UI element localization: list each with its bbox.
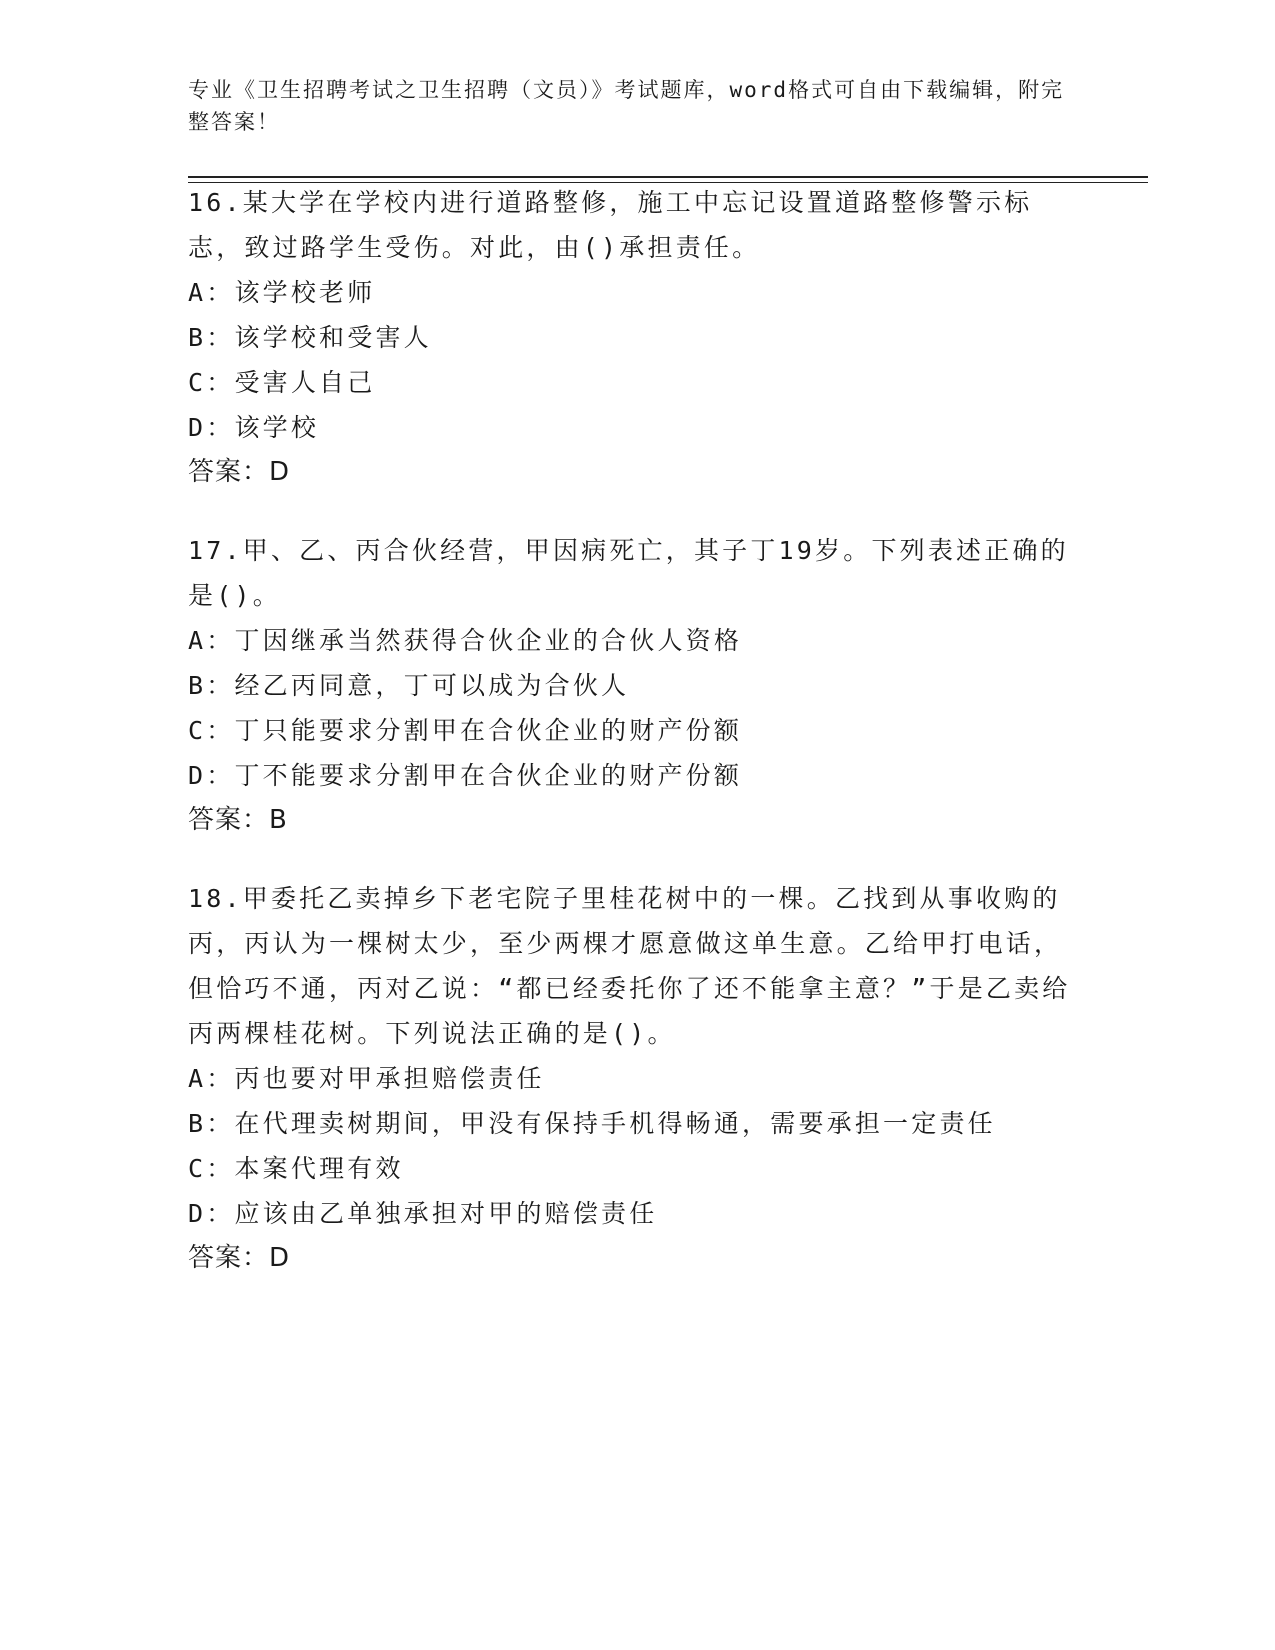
option-c: C：受害人自己 [188,368,376,397]
question-stem: 17.甲、乙、丙合伙经营，甲因病死亡，其子丁19岁。下列表述正确的是()。 [188,536,1069,610]
question-18 [188,876,1088,1281]
header-divider-thick [188,176,1148,178]
question-16 [188,180,1088,495]
option-b: B：经乙丙同意，丁可以成为合伙人 [188,671,630,700]
option-a: A：该学校老师 [188,278,376,307]
option-c: C：本案代理有效 [188,1154,404,1183]
option-a: A：丙也要对甲承担赔偿责任 [188,1064,545,1093]
option-a: A：丁因继承当然获得合伙企业的合伙人资格 [188,626,743,655]
option-d: D：应该由乙单独承担对甲的赔偿责任 [188,1199,658,1228]
option-d: D：该学校 [188,413,320,442]
answer: 答案：D [188,457,291,487]
option-b: B：该学校和受害人 [188,323,432,352]
option-b: B：在代理卖树期间，甲没有保持手机得畅通，需要承担一定责任 [188,1109,996,1138]
question-stem: 18.甲委托乙卖掉乡下老宅院子里桂花树中的一棵。乙找到从事收购的丙，丙认为一棵树太少，至少两棵才愿意做这单生意。乙给甲打电话，但恰巧不通，丙对乙说：“都已经委托你了还不能拿主意？”于是乙卖给丙两棵桂花树。下列说法正确的是()。 [188,884,1071,1048]
answer: 答案：D [188,1243,291,1273]
option-d: D：丁不能要求分割甲在合伙企业的财产份额 [188,761,743,790]
question-17 [188,528,1088,843]
answer: 答案：B [188,805,288,835]
option-c: C：丁只能要求分割甲在合伙企业的财产份额 [188,716,743,745]
document-header: 专业《卫生招聘考试之卫生招聘（文员）》考试题库，word格式可自由下载编辑，附完整答案！ [188,78,1065,134]
question-stem: 16.某大学在学校内进行道路整修，施工中忘记设置道路整修警示标志，致过路学生受伤。对此，由()承担责任。 [188,188,1033,262]
